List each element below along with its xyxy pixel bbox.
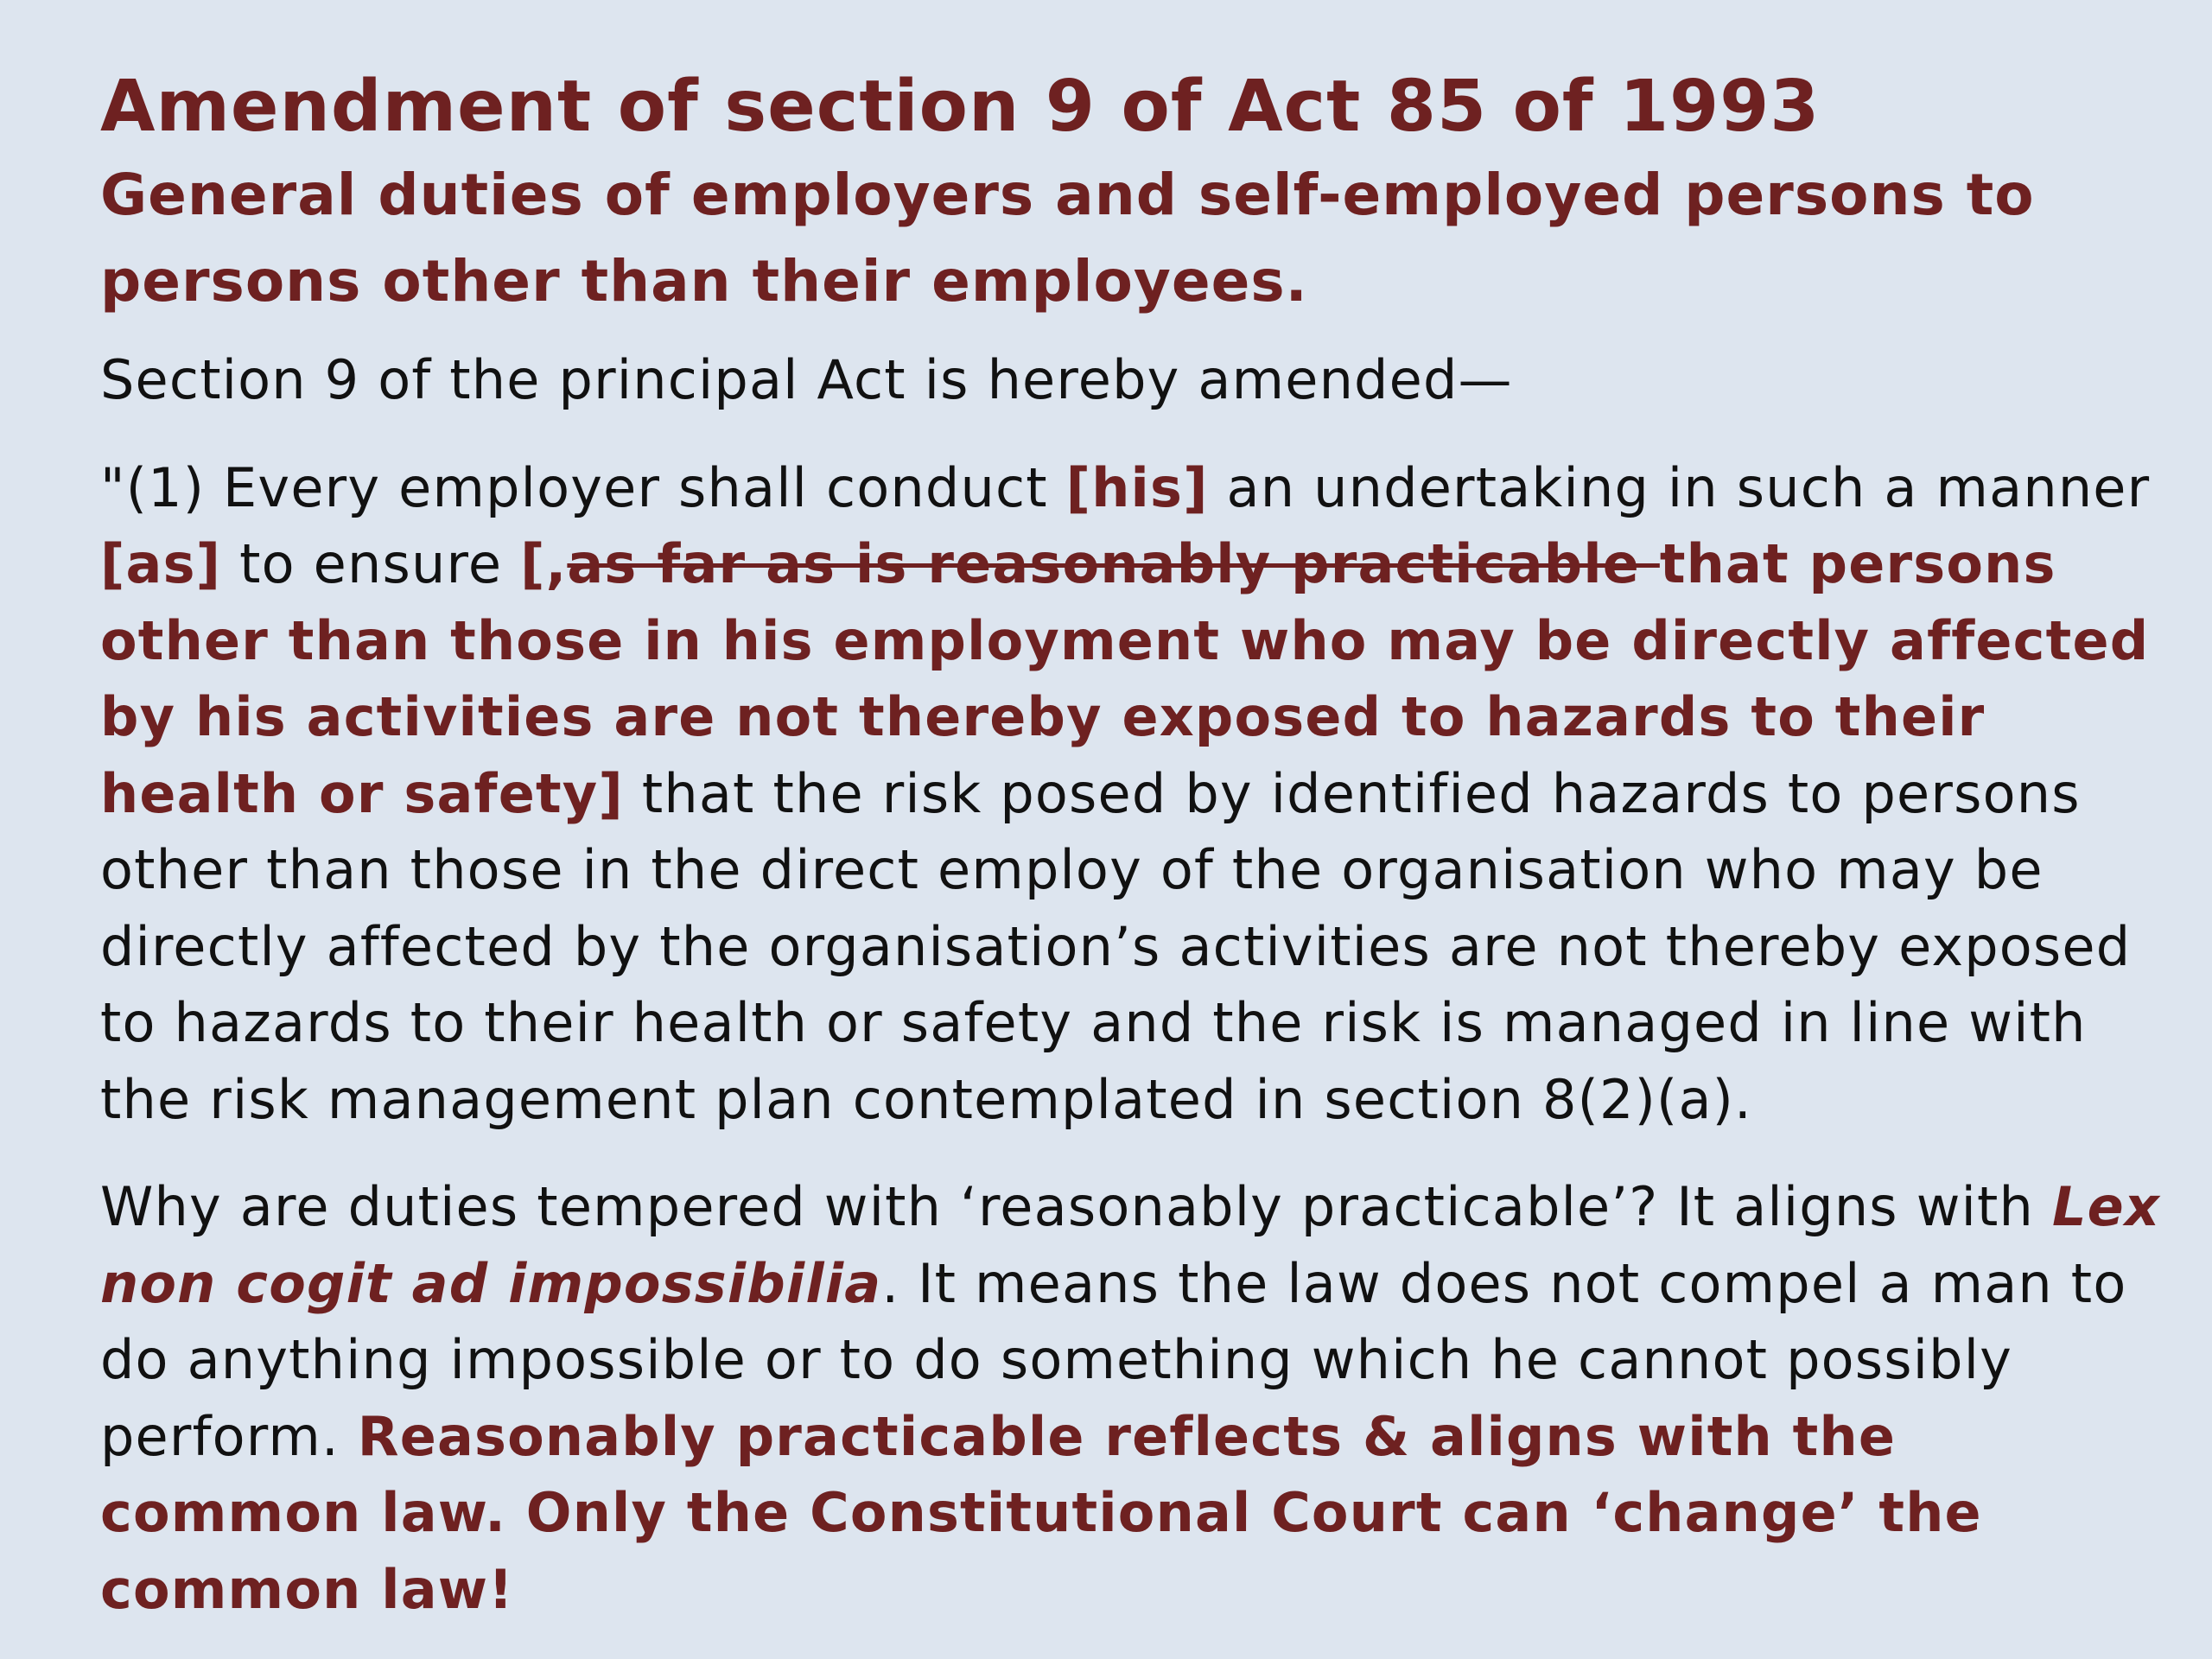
commentary-emphasis: Reasonably practicable reflects & aligns with the common law. Only the Constitutional Court can ‘change’ the common law! [100,1404,1982,1621]
struck-phrase: as far as is reasonably practicable [567,532,1660,595]
commentary-paragraph [100,1169,2174,1628]
deleted-word-as: [as] [100,532,222,595]
latin-maxim: Lex non cogit ad impossibilia [100,1175,2161,1315]
section-subtitle: General duties of employers and self-employed persons to persons other than their employees. [100,162,2035,315]
commentary-text-2: . It means the law does not compel a man to do anything impossible or to do something which he cannot possibly perform. [100,1251,2127,1468]
deleted-word-his: [his] [1065,455,1209,519]
intro-paragraph: Section 9 of the principal Act is hereby amended— [100,348,1513,411]
amendment-text-4: that the risk posed by identified hazards to persons other than those in the direct employ of the organisation who may be directly affected by the organisation’s activities are not thereby exposed to hazards to their health or safety and the risk is managed in line with the risk management plan contemplated in section 8(2)(a). [100,761,2132,1131]
deleted-clause: that persons other than those in his employment who may be directly affected by his activities are not thereby exposed to hazards to their health or safety] [100,532,2150,825]
deleted-clause-open: [, [520,532,568,595]
document-page [100,62,2174,1628]
amendment-paragraph [100,450,2174,1139]
amendment-text-3: to ensure [221,532,521,595]
amendment-text-2: an undertaking in such a manner [1208,455,2151,519]
page-title: Amendment of section 9 of Act 85 of 1993 [100,66,1821,148]
amendment-text-1: "(1) Every employer shall conduct [100,455,1066,519]
commentary-text-1: Why are duties tempered with ‘reasonably practicable’? It aligns with [100,1175,2052,1238]
